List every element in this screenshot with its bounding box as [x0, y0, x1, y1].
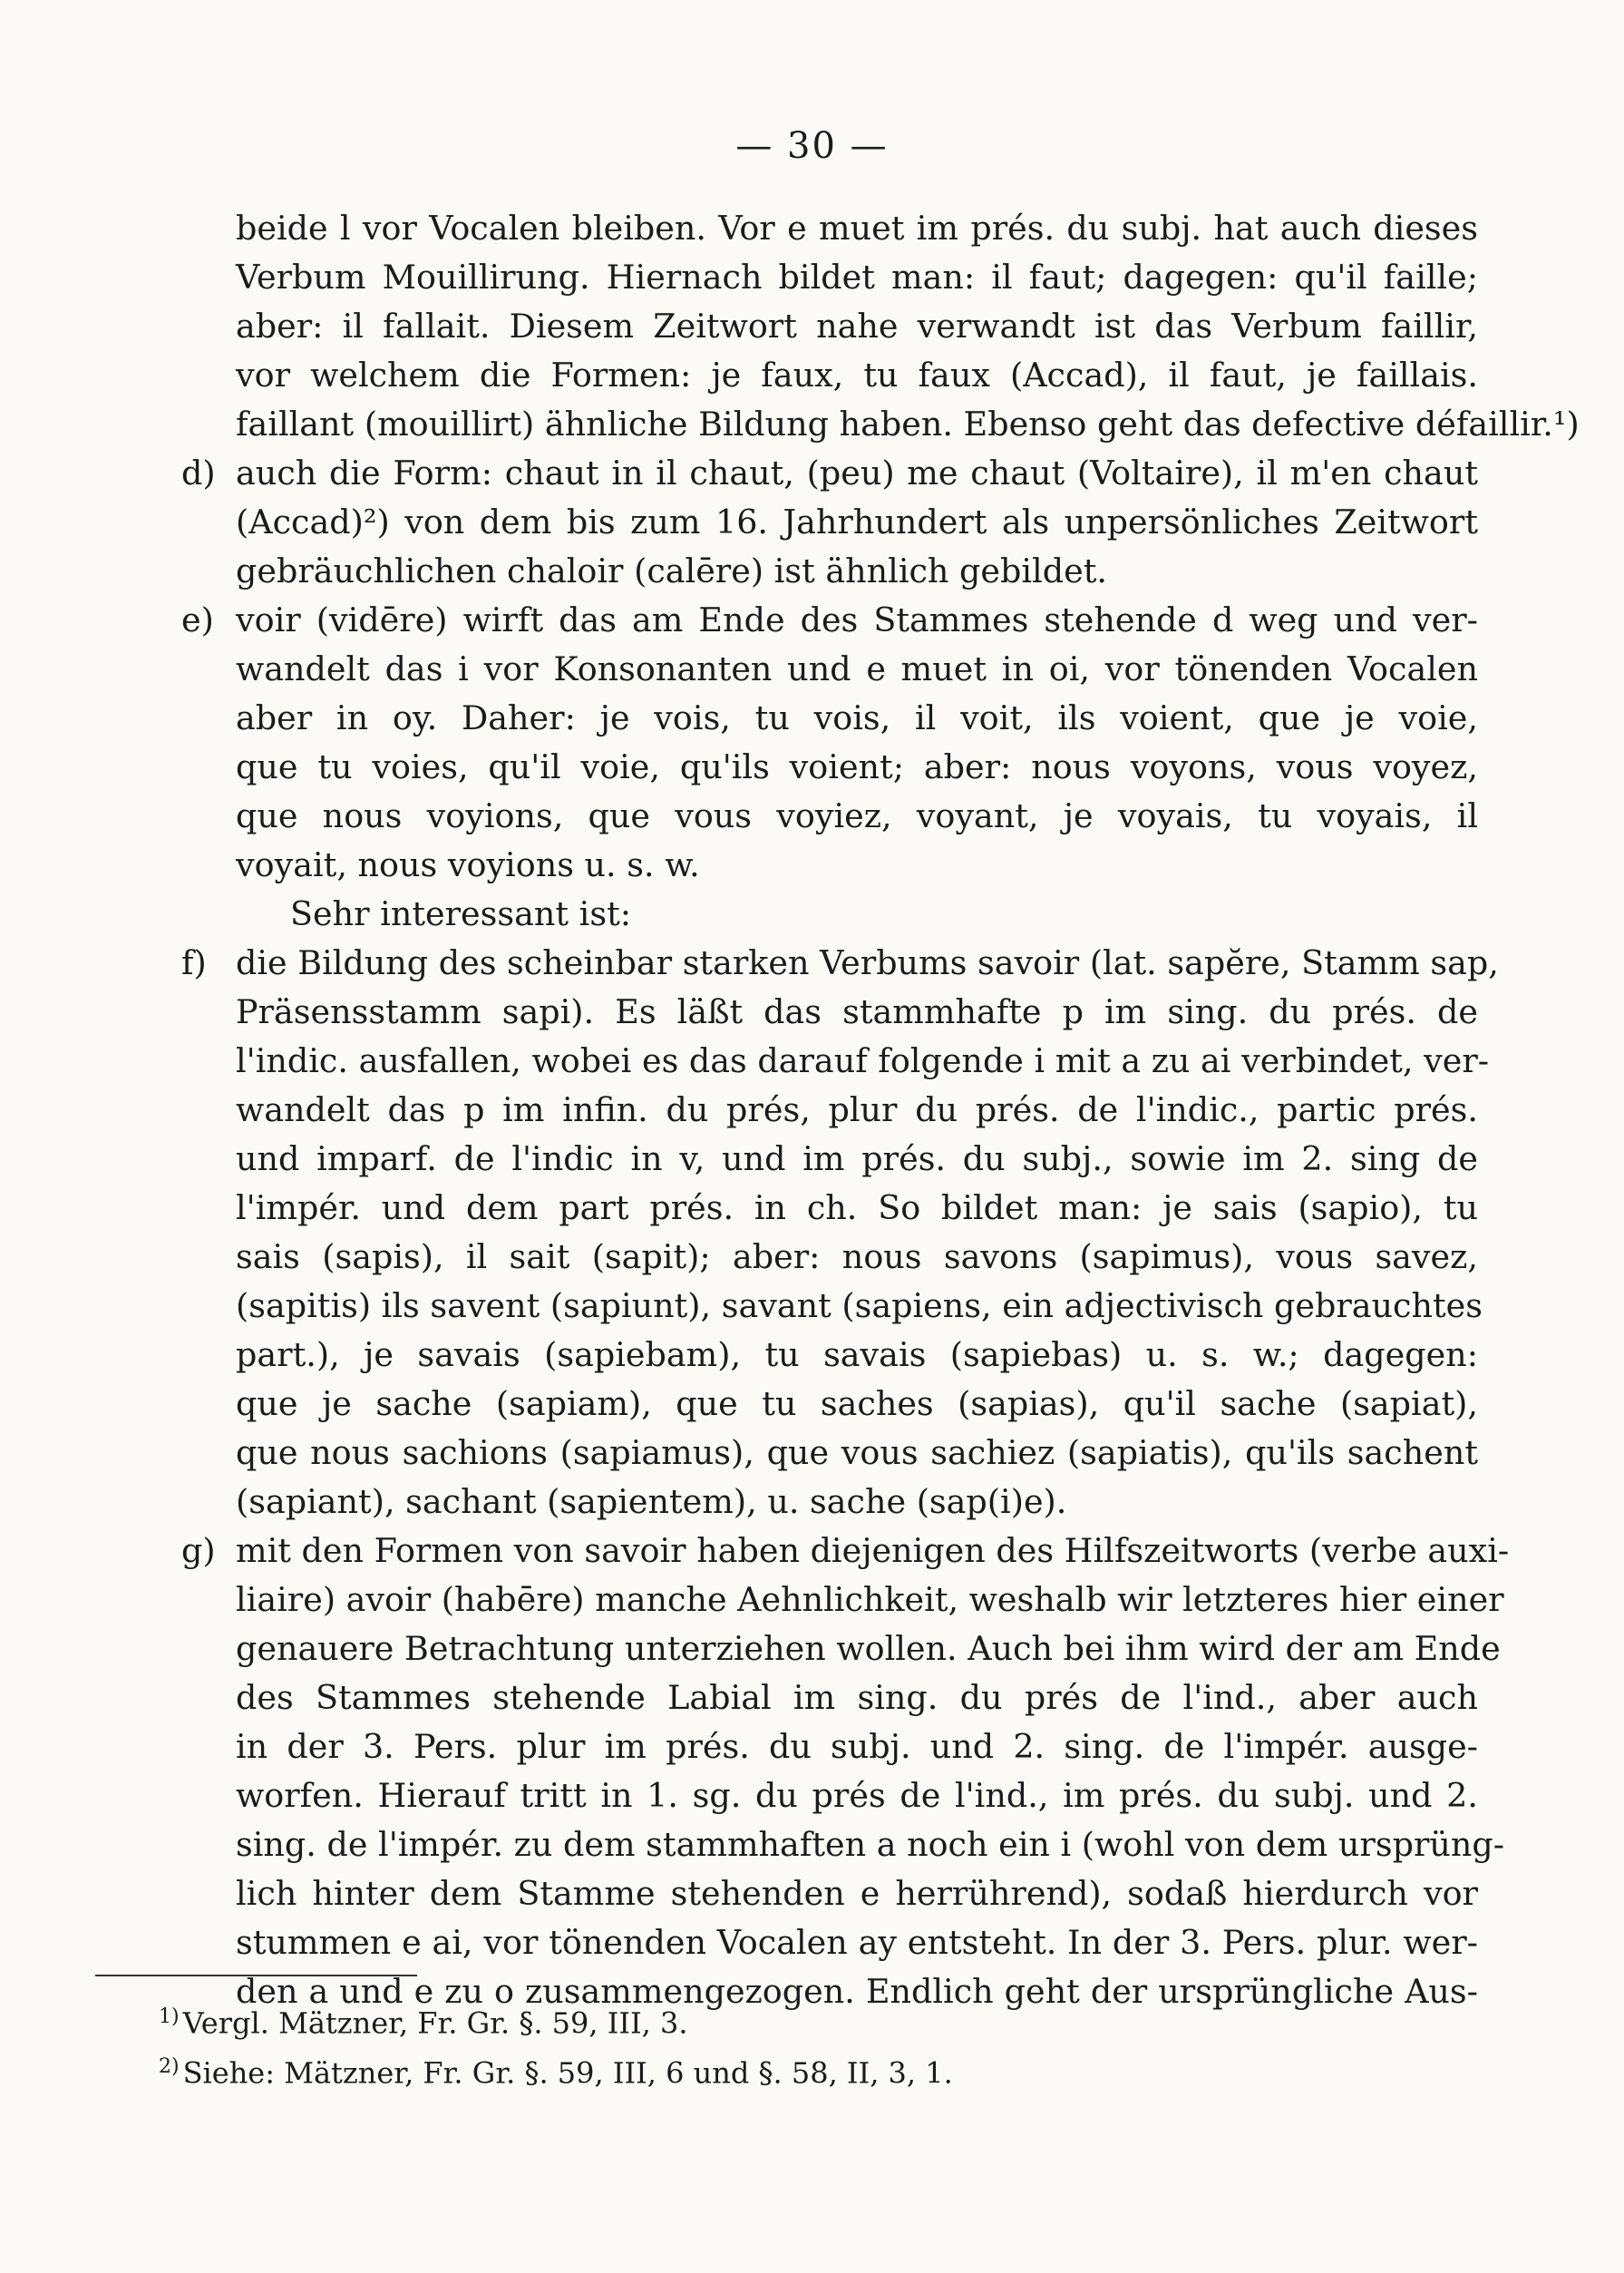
text-line — [236, 400, 1580, 449]
line-text: aber in oy. Daher: je vois, tu vois, il voit, ils voient, que je voie, — [236, 698, 1478, 737]
text-line — [236, 841, 1478, 890]
line-text: l'indic. ausfallen, wobei es das darauf folgende i mit a zu ai verbindet, ver- — [236, 1041, 1490, 1080]
footnote-text: Vergl. Mätzner, Fr. Gr. §. 59, III, 3. — [182, 2005, 688, 2041]
text-line — [236, 1722, 1478, 1771]
text-line — [236, 1478, 1478, 1527]
text-line — [236, 1771, 1478, 1820]
line-text: auch die Form: chaut in il chaut, (peu) me chaut (Voltaire), il m'en chaut — [236, 454, 1478, 493]
text-line — [236, 1820, 1505, 1869]
line-text: (sapiant), sachant (sapientem), u. sache (sap(i)e). — [236, 1482, 1067, 1521]
line-text: (sapitis) ils savent (sapiunt), savant (sapiens, ein adjectivisch gebrauchtes — [236, 1286, 1483, 1325]
line-text: des Stammes stehende Labial im sing. du prés de l'ind., aber auch — [236, 1678, 1478, 1717]
text-line — [181, 596, 1478, 645]
line-text: lich hinter dem Stamme stehenden e herrührend), sodaß hierdurch vor — [236, 1874, 1478, 1913]
text-line — [236, 1429, 1478, 1478]
footnote-separator — [95, 1975, 417, 1976]
line-text: genauere Betrachtung unterziehen wollen. Auch bei ihm wird der am Ende — [236, 1629, 1501, 1668]
text-line — [236, 1380, 1478, 1429]
line-text: sing. de l'impér. zu dem stammhaften a noch ein i (wohl von dem ursprüng- — [236, 1825, 1505, 1864]
line-text: worfen. Hierauf tritt in 1. sg. du prés de l'ind., im prés. du subj. und 2. — [236, 1776, 1478, 1815]
line-text: (Accad)²) von dem bis zum 16. Jahrhundert als unpersönliches Zeitwort — [236, 502, 1478, 541]
line-text: die Bildung des scheinbar starken Verbums savoir (lat. sapĕre, Stamm sap, — [236, 943, 1499, 982]
body-text — [181, 204, 1580, 2016]
line-text: wandelt das i vor Konsonanten und e muet in oi, vor tönenden Vocalen — [236, 649, 1478, 688]
text-line — [236, 1575, 1504, 1624]
list-marker: g) — [181, 1531, 216, 1570]
line-text: liaire) avoir (habēre) manche Aehnlichkeit, weshalb wir letzteres hier einer — [236, 1580, 1504, 1619]
text-line — [236, 1086, 1478, 1135]
line-text: que nous voyions, que vous voyiez, voyant, je voyais, tu voyais, il — [236, 796, 1478, 835]
text-line — [236, 1233, 1478, 1282]
text-line — [181, 939, 1499, 988]
line-text: voyait, nous voyions u. s. w. — [236, 845, 700, 884]
text-line — [236, 743, 1478, 792]
text-line — [236, 694, 1478, 743]
footnotes — [159, 1995, 1337, 2094]
line-text: gebräuchlichen chaloir (calēre) ist ähnlich gebildet. — [236, 551, 1107, 590]
list-marker: d) — [181, 454, 216, 493]
line-text: Verbum Mouillirung. Hiernach bildet man: il faut; dagegen: qu'il faille; — [236, 258, 1478, 297]
line-text: Sehr interessant ist: — [290, 894, 632, 933]
footnote-number: 1) — [159, 2005, 180, 2028]
text-line — [236, 890, 1478, 939]
line-text: mit den Formen von savoir haben diejenigen des Hilfszeitworts (verbe auxi- — [236, 1531, 1510, 1570]
list-marker: e) — [181, 600, 214, 639]
text-line — [236, 351, 1478, 400]
line-text: sais (sapis), il sait (sapit); aber: nous savons (sapimus), vous savez, — [236, 1237, 1478, 1276]
footnote-number: 2) — [159, 2054, 180, 2078]
line-text: und imparf. de l'indic in v, und im prés. du subj., sowie im 2. sing de — [236, 1139, 1478, 1178]
line-text: faillant (mouillirt) ähnliche Bildung haben. Ebenso geht das defective défaillir.¹) — [236, 405, 1580, 444]
text-line — [236, 1037, 1490, 1086]
line-text: Präsensstamm sapi). Es läßt das stammhafte p im sing. du prés. de — [236, 992, 1478, 1031]
line-text: vor welchem die Formen: je faux, tu faux (Accad), il faut, je faillais. — [236, 356, 1478, 395]
text-line — [236, 302, 1478, 351]
line-text: que je sache (sapiam), que tu saches (sapias), qu'il sache (sapiat), — [236, 1384, 1478, 1423]
line-text: wandelt das p im infin. du prés, plur du prés. de l'indic., partic prés. — [236, 1090, 1478, 1129]
text-line — [181, 449, 1478, 498]
page-number: — 30 — — [735, 125, 889, 167]
footnote — [159, 1995, 1337, 2045]
text-line — [236, 498, 1478, 547]
text-line — [236, 204, 1478, 253]
line-text: aber: il fallait. Diesem Zeitwort nahe verwandt ist das Verbum faillir, — [236, 307, 1478, 346]
footnote — [159, 2045, 1337, 2095]
text-line — [236, 1282, 1483, 1331]
footnote-text: Siehe: Mätzner, Fr. Gr. §. 59, III, 6 und §. 58, II, 3, 1. — [182, 2055, 953, 2091]
text-line — [236, 988, 1478, 1037]
text-line — [236, 253, 1478, 302]
line-text: den a und e zu o zusammengezogen. Endlich geht der ursprüngliche Aus- — [236, 1972, 1478, 2011]
text-line — [236, 1624, 1501, 1673]
line-text: que nous sachions (sapiamus), que vous sachiez (sapiatis), qu'ils sachent — [236, 1433, 1478, 1472]
list-marker: f) — [181, 943, 207, 982]
text-line — [236, 1673, 1478, 1722]
text-line — [236, 792, 1478, 841]
line-text: part.), je savais (sapiebam), tu savais (sapiebas) u. s. w.; dagegen: — [236, 1335, 1478, 1374]
text-line — [236, 1918, 1478, 1967]
line-text: voir (vidēre) wirft das am Ende des Stammes stehende d weg und ver- — [236, 600, 1478, 639]
text-line — [236, 1135, 1478, 1184]
line-text: beide l vor Vocalen bleiben. Vor e muet im prés. du subj. hat auch dieses — [236, 209, 1478, 248]
line-text: stummen e ai, vor tönenden Vocalen ay entsteht. In der 3. Pers. plur. wer- — [236, 1923, 1478, 1962]
text-line — [236, 1869, 1478, 1918]
text-line — [181, 1527, 1510, 1575]
text-line — [236, 547, 1478, 596]
text-line — [236, 1184, 1478, 1233]
line-text: l'impér. und dem part prés. in ch. So bildet man: je sais (sapio), tu — [236, 1188, 1478, 1227]
text-line — [236, 1331, 1478, 1380]
line-text: que tu voies, qu'il voie, qu'ils voient; aber: nous voyons, vous voyez, — [236, 747, 1478, 786]
line-text: in der 3. Pers. plur im prés. du subj. und 2. sing. de l'impér. ausge- — [236, 1727, 1478, 1766]
text-line — [236, 645, 1478, 694]
